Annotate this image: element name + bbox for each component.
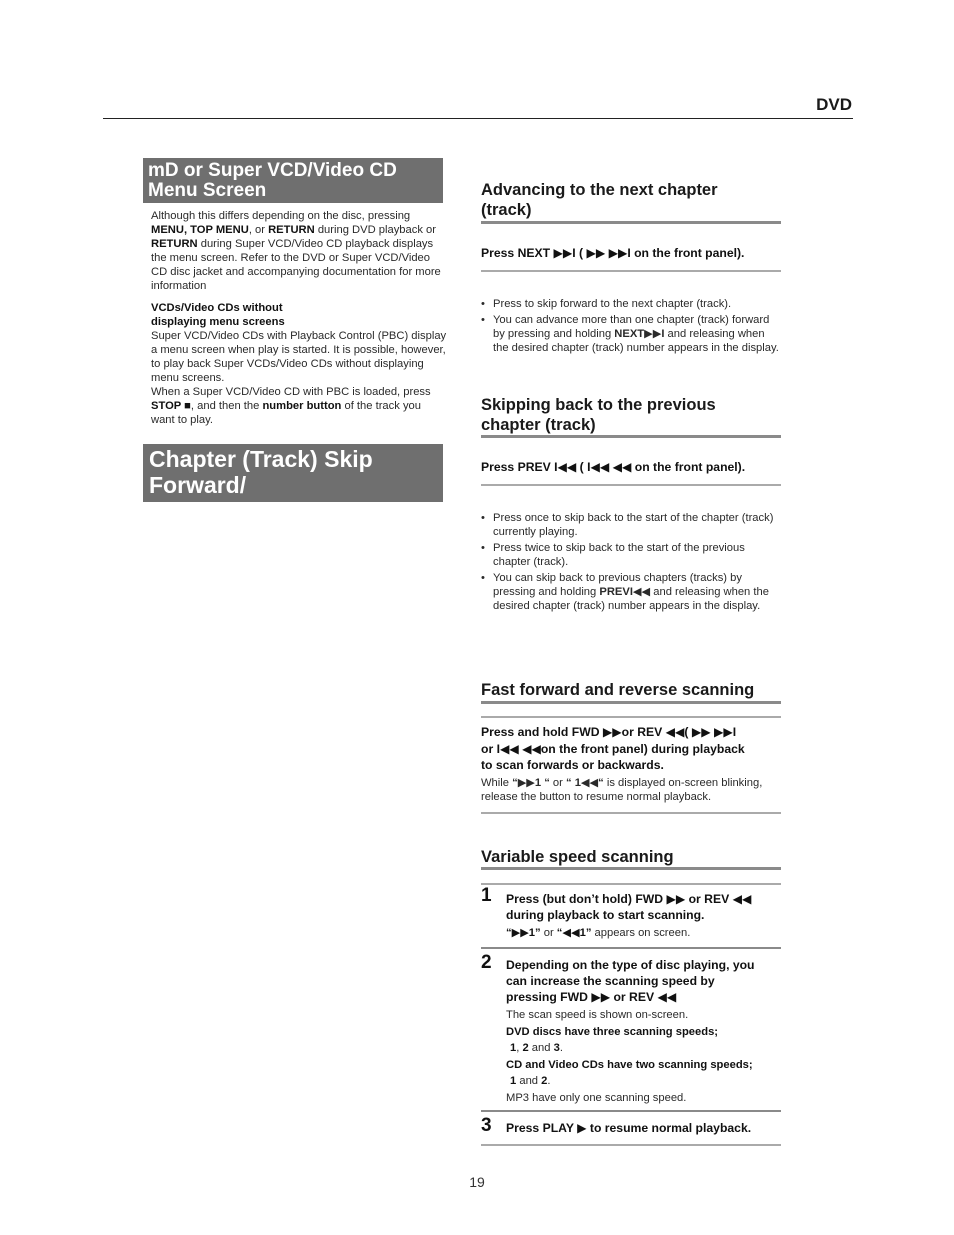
step1-sub (506, 925, 782, 942)
step2-sub5 (506, 1073, 782, 1090)
bold-text: NEXT▶▶I (614, 328, 665, 340)
advance-heading-line2: (track) (481, 201, 532, 219)
step2-line1: Depending on the type of disc playing, you (506, 958, 755, 972)
text-run: , or (248, 224, 269, 236)
bold-text: 2 (541, 1075, 548, 1087)
scan-top-rule (481, 716, 781, 718)
bold-text: RETURN (268, 224, 315, 236)
text-run: Press twice to skip back to the start of the previous chapter (track). (493, 542, 745, 568)
pbc-subheading (151, 301, 447, 329)
bold-text: “▶▶1” (506, 927, 541, 939)
text-run: and releasing when the desired chapter (track) number appears in the display. (493, 328, 779, 354)
bold-text: 1 (510, 1075, 517, 1087)
step3-top-rule (481, 1110, 781, 1112)
bold-text: 2 (522, 1042, 529, 1054)
text-run: and (516, 1075, 542, 1087)
text-run: Press once to skip back to the start of the chapter (track) currently playing. (493, 512, 774, 538)
bold-text: STOP ■ (151, 400, 191, 412)
text-run: , and then the (190, 400, 263, 412)
section-label: DVD (816, 95, 852, 114)
text-run: , (516, 1042, 523, 1054)
step2-sub1: The scan speed is shown on-screen. (506, 1009, 689, 1021)
bold-text: number button (262, 400, 342, 412)
advance-heading-rule (481, 221, 781, 224)
text-run: Press to skip forward to the next chapter (track). (493, 298, 732, 310)
step1-top-rule (481, 883, 781, 885)
skip-section-title (143, 444, 443, 554)
step2-top-rule (481, 947, 781, 949)
pbc-subheading-line2: displaying menu screens (151, 316, 285, 328)
text-run: during DVD playback or (314, 224, 436, 236)
text-run: Although this differs depending on the disc, pressing (151, 210, 411, 222)
text-run: You can advance more than one chapter (track) forward by pressing and holding (493, 314, 770, 340)
advance-bullets (481, 297, 781, 357)
step2-line2: can increase the scanning speed by (506, 974, 715, 988)
bold-text: 1 (510, 1042, 517, 1054)
skipback-instruction: Press PREV I◀◀ ( I◀◀ ◀◀ on the front panel). (481, 460, 746, 474)
text-run: appears on screen. (591, 927, 691, 939)
skip-title-line1: Chapter (Track) Skip Forward/ (149, 446, 373, 498)
bold-text: “◀◀1” (556, 927, 592, 939)
step2-sub (506, 1007, 782, 1106)
pbc-subheading-line1: VCDs/Video CDs without (151, 302, 283, 314)
step3-text: Press PLAY ▶ to resume normal playback. (506, 1121, 752, 1135)
step2-sub2: DVD discs have three scanning speeds; (506, 1025, 719, 1038)
step2-line3: pressing FWD ▶▶ or REV ◀◀ (506, 990, 677, 1004)
scan-instruction-line1: Press and hold FWD ▶▶or REV ◀◀( ▶▶ ▶▶I (481, 725, 737, 739)
bold-text: 3 (553, 1042, 560, 1054)
bold-text: “ 1◀◀“ (566, 777, 604, 789)
step2-sub6: MP3 have only one scanning speed. (506, 1091, 687, 1104)
variable-heading: Variable speed scanning (481, 848, 674, 866)
bold-text: PREVI◀◀ (599, 586, 651, 598)
scan-instruction (481, 724, 781, 774)
text-run: While (481, 777, 513, 789)
bullet-item (481, 511, 781, 539)
bold-text: RETURN (151, 238, 198, 250)
step3-bottom-rule (481, 1144, 781, 1146)
bold-text: MENU, TOP MENU (151, 224, 249, 236)
scan-heading: Fast forward and reverse scanning (481, 681, 755, 699)
bullet-item (481, 541, 781, 569)
skip-title-text: Skip Back (149, 498, 259, 524)
text-run: . (559, 1042, 563, 1054)
skipback-heading (481, 395, 781, 435)
step3-number: 3 (481, 1115, 492, 1136)
header-divider (103, 118, 853, 119)
text-run: or (549, 777, 566, 789)
text-run: You can skip back to previous chapters (tracks) by pressing and holding (493, 572, 742, 598)
step1-text (506, 891, 782, 923)
text-run: of the track you want to play. (151, 400, 421, 426)
text-run: or (540, 927, 557, 939)
bold-text: “▶▶1 “ (512, 777, 550, 789)
text-run: is displayed on-screen blinking, release the button to resume normal playback. (481, 777, 763, 803)
scan-note (481, 776, 781, 804)
step1-number: 1 (481, 885, 492, 906)
variable-heading-rule (481, 867, 781, 870)
step2-number: 2 (481, 952, 492, 973)
step1-line2: during playback to start scanning. (506, 908, 705, 922)
text-run: during Super VCD/Video CD playback displays the menu screen. Refer to the DVD or Super VCD/Video CD disc jacket and accompanying documentation for more information (151, 238, 441, 292)
bullet-item (481, 571, 781, 613)
advance-heading-line1: Advancing to the next chapter (481, 181, 718, 199)
text-run: When a Super VCD/Video CD with PBC is loaded, press (151, 386, 431, 398)
page-number: 19 (469, 1174, 485, 1190)
scan-instruction-line2: or I◀◀ ◀◀on the front panel) during playback (481, 741, 745, 756)
skipback-heading-line1: Skipping back to the previous (481, 396, 716, 414)
advance-instruction: Press NEXT ▶▶I ( ▶▶ ▶▶I on the front panel). (481, 246, 745, 260)
scan-instruction-line3: to scan forwards or backwards. (481, 758, 664, 772)
step2-sub4: CD and Video CDs have two scanning speeds; (506, 1058, 753, 1071)
bullet-item (481, 313, 781, 355)
menu-screen-intro (151, 209, 447, 293)
skipback-bullets (481, 511, 781, 615)
pbc-paragraph: Super VCD/Video CDs with Playback Control (PBC) display a menu screen when play is started. It is possible, however, to play back Super VCDs/Video CDs without displaying menu screens. (151, 330, 447, 384)
scan-bottom-rule (481, 812, 781, 814)
bullet-item (481, 297, 781, 311)
advance-heading (481, 180, 781, 220)
advance-instruction-rule (481, 270, 781, 272)
text-run: and releasing when the desired chapter (track) number appears in the display. (493, 586, 769, 612)
skip-title-line2 (149, 498, 437, 562)
text-run: . (547, 1075, 551, 1087)
skipback-heading-rule (481, 435, 781, 438)
pbc-instruction-paragraph (151, 385, 447, 427)
step1-line1: Press (but don’t hold) FWD ▶▶ or REV ◀◀ (506, 892, 752, 906)
skip-title-suffix: – DVD/Super VCD/Video CD/CD/MP3 (149, 511, 380, 554)
menu-screen-title: mD or Super VCD/Video CD Menu Screen (143, 158, 443, 203)
scan-heading-rule (481, 701, 781, 704)
step2-text (506, 957, 782, 1005)
text-run: and (528, 1042, 554, 1054)
step2-sub3 (506, 1040, 782, 1057)
skipback-instruction-rule (481, 484, 781, 486)
skipback-heading-line2: chapter (track) (481, 416, 596, 434)
